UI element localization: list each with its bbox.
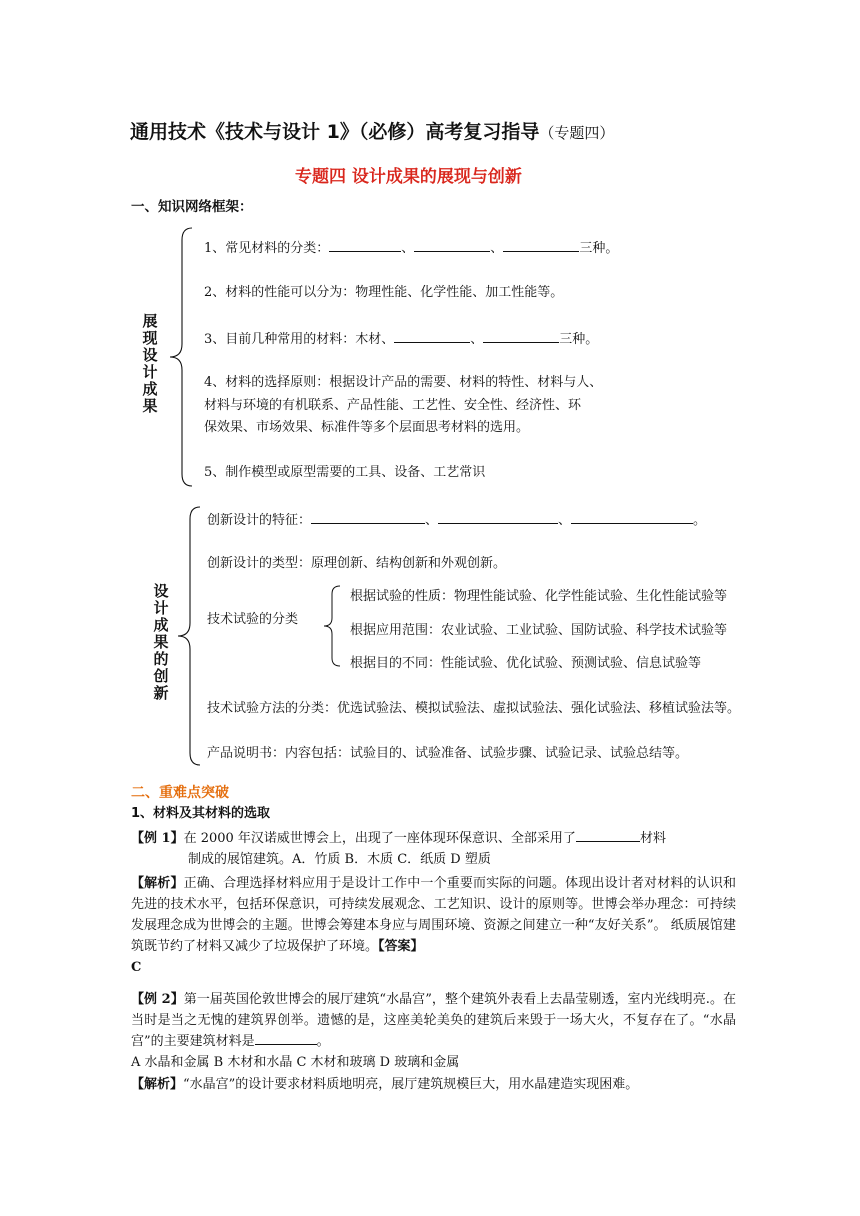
example1-line1: 【例 1】在 2000 年汉诺威世博会上，出现了一座体现环保意识、全部采用了 材料 xyxy=(131,831,666,846)
blank-field[interactable] xyxy=(438,511,558,524)
blank-field[interactable] xyxy=(414,239,490,252)
test-class-label: 技术试验的分类 xyxy=(207,612,299,627)
example2-question: 【例 2】第一届英国伦敦世博会的展厅建筑“水晶宫”，整个建筑外表看上去晶莹剔透，室内光线明亮.。在当时是当之无愧的建筑界创举。遗憾的是，这座美轮美奂的建筑后来毁于一场大火，不复存在了。“水晶宫”的主要建筑材料是 。 xyxy=(131,992,736,1049)
example2-analysis: 【解析】“水晶宫”的设计要求材料质地明亮，展厅建筑规模巨大，用水晶建造实现困难。 xyxy=(131,1077,639,1092)
test-class-item: 根据试验的性质：物理性能试验、化学性能试验、生化性能试验等 xyxy=(350,589,728,604)
test-class-item: 根据应用范围：农业试验、工业试验、国防试验、科学技术试验等 xyxy=(350,623,728,638)
group1-item5: 5、制作模型或原型需要的工具、设备、工艺常识 xyxy=(204,465,486,480)
group2-types: 创新设计的类型：原理创新、结构创新和外观创新。 xyxy=(207,556,507,571)
group1-label: 展现设计成果 xyxy=(142,312,158,415)
test-class-item: 根据目的不同：性能试验、优化试验、预测试验、信息试验等 xyxy=(350,656,702,671)
test-class-brace xyxy=(318,584,344,668)
group2-features: 创新设计的特征： 、 、 。 xyxy=(207,513,707,528)
group1-item4-line3: 保效果、市场效果、标准件等多个层面思考材料的选用。 xyxy=(204,420,530,435)
group2-label: 设计成果的创新 xyxy=(153,582,169,702)
blank-field[interactable] xyxy=(503,239,579,252)
answer-value: C xyxy=(131,960,142,975)
blank-field[interactable] xyxy=(329,239,401,252)
group1-brace xyxy=(164,226,196,488)
group1-item4-line2: 材料与环境的有机联系、产品性能、工艺性、安全性、经济性、环 xyxy=(204,398,582,413)
example-tag: 【例 2】 xyxy=(131,992,184,1007)
group2-brace xyxy=(172,505,204,767)
group1-item4-line1: 4、材料的选择原则：根据设计产品的需要、材料的特性、材料与人、 xyxy=(204,375,603,390)
document-title xyxy=(130,117,614,144)
blank-field[interactable] xyxy=(311,511,425,524)
example1-options: 制成的展馆建筑。A．竹质 B．木质 C．纸质 D 塑质 xyxy=(188,852,491,867)
group1-item3: 3、目前几种常用的材料：木材、 、 三种。 xyxy=(204,332,599,347)
section2-heading: 二、重难点突破 xyxy=(131,785,229,801)
example2-options: A 水晶和金属 B 木材和水晶 C 木材和玻璃 D 玻璃和金属 xyxy=(131,1055,460,1070)
example-tag: 【例 1】 xyxy=(131,831,184,846)
group1-item2: 2、材料的性能可以分为：物理性能、化学性能、加工性能等。 xyxy=(204,285,564,300)
analysis-tag: 【解析】 xyxy=(131,876,184,891)
blank-field[interactable] xyxy=(571,511,693,524)
section2-sub1: 1、材料及其材料的选取 xyxy=(131,806,271,821)
answer-tag: 【答案】 xyxy=(378,939,424,954)
section1-heading: 一、知识网络框架： xyxy=(131,199,253,215)
analysis-tag: 【解析】 xyxy=(131,1077,184,1092)
title-main: 通用技术《技术与设计 1》（必修）高考复习指导 xyxy=(130,121,540,143)
group2-methods: 技术试验方法的分类：优选试验法、模拟试验法、虚拟试验法、强化试验法、移植试验法等。 xyxy=(207,701,741,716)
blank-field[interactable] xyxy=(576,829,640,842)
subtitle: 专题四 设计成果的展现与创新 xyxy=(295,167,522,187)
example1-analysis: 【解析】正确、合理选择材料应用于是设计工作中一个重要而实际的问题。体现出设计者对材料的认识和先进的技术水平，包括环保意识，可持续发展观念、工艺知识、设计的原则等。世博会举办理念：可持续发展理念成为世博会的主题。世博会筹建本身应与周围环境、资源之间建立一种“友好关系”。 纸质展馆建筑既节约了材料又减少了垃圾保护了环境。【答案】 C xyxy=(131,876,736,975)
group2-manual: 产品说明书：内容包括：试验目的、试验准备、试验步骤、试验记录、试验总结等。 xyxy=(207,746,689,761)
blank-field[interactable] xyxy=(483,330,559,343)
blank-field[interactable] xyxy=(255,1032,317,1045)
title-suffix: （专题四） xyxy=(539,124,615,142)
blank-field[interactable] xyxy=(394,330,470,343)
group1-item1: 1、常见材料的分类： 、 、 三种。 xyxy=(204,241,619,256)
